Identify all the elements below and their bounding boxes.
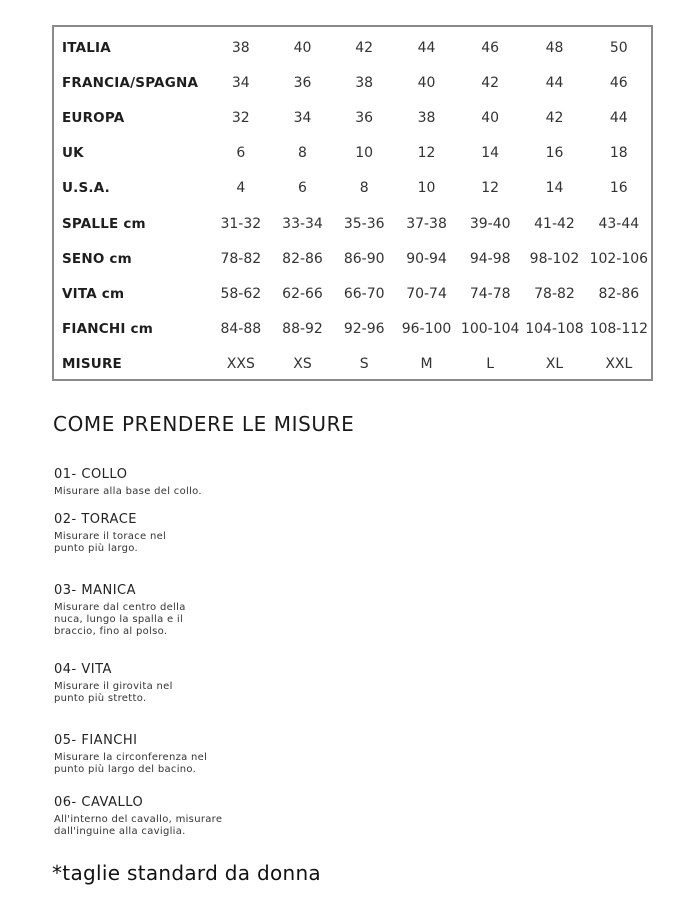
table-row bbox=[62, 65, 651, 100]
table-cell: 58-62 bbox=[220, 285, 262, 302]
step-vita bbox=[54, 662, 234, 705]
table-cell: 92-96 bbox=[343, 321, 385, 338]
step-title: 01- COLLO bbox=[54, 467, 128, 482]
step-desc-line: Misurare la circonferenza nel bbox=[54, 752, 208, 763]
step-title: 05- FIANCHI bbox=[54, 733, 138, 748]
table-cell: 82-86 bbox=[598, 285, 640, 302]
table-cell: 62-66 bbox=[282, 285, 323, 302]
row-label: FRANCIA/SPAGNA bbox=[62, 74, 199, 91]
table-cell: 12 bbox=[481, 180, 500, 197]
step-cavallo bbox=[54, 795, 234, 838]
table-cell: 46 bbox=[481, 39, 500, 56]
table-cell: 12 bbox=[417, 145, 436, 162]
table-cell: XXS bbox=[226, 356, 255, 373]
step-title: 04- VITA bbox=[54, 662, 112, 677]
row-label: EUROPA bbox=[62, 109, 125, 126]
table-cell: 6 bbox=[298, 180, 307, 197]
step-manica bbox=[54, 583, 234, 638]
table-cell: 94-98 bbox=[469, 250, 511, 267]
step-description bbox=[54, 814, 234, 838]
step-desc-line: All'interno del cavallo, misurare bbox=[54, 814, 223, 825]
section-title: COME PRENDERE LE MISURE bbox=[53, 412, 355, 436]
table-cell: 32 bbox=[231, 109, 250, 126]
table-cell: 78-82 bbox=[534, 285, 575, 302]
table-cell: M bbox=[420, 356, 433, 373]
table-cell: 102-106 bbox=[589, 250, 649, 267]
table-row bbox=[62, 206, 651, 241]
table-cell: 8 bbox=[359, 180, 369, 197]
table-cell: 40 bbox=[417, 74, 436, 91]
table-row bbox=[62, 136, 651, 171]
table-row bbox=[62, 347, 651, 382]
table-cell: 88-92 bbox=[282, 321, 323, 338]
table-cell: 82-86 bbox=[282, 250, 323, 267]
row-label: ITALIA bbox=[62, 39, 111, 56]
table-cell: 10 bbox=[355, 145, 374, 162]
table-cell: 36 bbox=[293, 74, 312, 91]
table-cell: 42 bbox=[481, 74, 500, 91]
table-row bbox=[62, 171, 651, 206]
table-cell: 38 bbox=[355, 74, 374, 91]
table-cell: 90-94 bbox=[406, 250, 447, 267]
table-cell: 16 bbox=[545, 145, 564, 162]
table-cell: 16 bbox=[609, 180, 628, 197]
table-cell: 40 bbox=[481, 109, 500, 126]
table-cell: 50 bbox=[609, 39, 628, 56]
table-cell: 96-100 bbox=[401, 321, 452, 338]
row-label: UK bbox=[62, 145, 84, 162]
step-desc-line: Misurare alla base del collo. bbox=[54, 486, 202, 497]
table-cell: 44 bbox=[417, 39, 436, 56]
table-cell: 39-40 bbox=[469, 215, 511, 232]
table-cell: 42 bbox=[355, 39, 374, 56]
step-desc-line: punto più largo del bacino. bbox=[54, 764, 197, 775]
table-cell: 108-112 bbox=[589, 321, 649, 338]
step-desc-line: punto più stretto. bbox=[54, 693, 147, 704]
table-row bbox=[62, 312, 651, 347]
table-cell: 41-42 bbox=[534, 215, 575, 232]
table-cell: 48 bbox=[545, 39, 564, 56]
table-cell: 98-102 bbox=[529, 250, 580, 267]
step-description bbox=[54, 602, 234, 638]
table-cell: 36 bbox=[355, 109, 374, 126]
table-cell: 38 bbox=[417, 109, 436, 126]
table-cell: 70-74 bbox=[406, 285, 447, 302]
step-desc-line: punto più largo. bbox=[54, 543, 138, 554]
table-cell: 78-82 bbox=[220, 250, 262, 267]
table-cell: XL bbox=[545, 356, 564, 373]
table-cell: 43-44 bbox=[598, 215, 640, 232]
table-cell: 44 bbox=[609, 109, 628, 126]
table-cell: 84-88 bbox=[220, 321, 262, 338]
step-desc-line: Misurare il torace nel bbox=[54, 531, 167, 542]
table-cell: 18 bbox=[609, 145, 628, 162]
step-desc-line: nuca, lungo la spalla e il bbox=[54, 614, 184, 625]
size-table-container bbox=[52, 25, 653, 381]
table-cell: 10 bbox=[417, 180, 436, 197]
table-cell: 100-104 bbox=[460, 321, 520, 338]
row-label: FIANCHI cm bbox=[62, 321, 153, 338]
table-cell: 40 bbox=[293, 39, 312, 56]
table-cell: 34 bbox=[293, 109, 312, 126]
table-cell: 86-90 bbox=[343, 250, 385, 267]
step-description bbox=[54, 486, 234, 498]
table-row bbox=[62, 241, 651, 276]
step-fianchi bbox=[54, 733, 234, 776]
step-desc-line: dall'inguine alla caviglia. bbox=[54, 826, 186, 837]
table-cell: 14 bbox=[481, 145, 500, 162]
table-cell: 14 bbox=[545, 180, 564, 197]
step-description bbox=[54, 681, 234, 705]
step-title: 02- TORACE bbox=[54, 512, 137, 527]
table-cell: S bbox=[359, 356, 369, 373]
table-cell: 37-38 bbox=[406, 215, 447, 232]
table-cell: 38 bbox=[231, 39, 250, 56]
table-cell: 31-32 bbox=[220, 215, 262, 232]
step-torace bbox=[54, 512, 234, 555]
step-desc-line: Misurare dal centro della bbox=[54, 602, 186, 613]
size-table bbox=[62, 30, 651, 382]
step-title: 03- MANICA bbox=[54, 583, 137, 598]
table-cell: XS bbox=[293, 356, 312, 373]
row-label: MISURE bbox=[62, 356, 122, 373]
step-collo bbox=[54, 467, 234, 498]
step-title: 06- CAVALLO bbox=[54, 795, 144, 810]
step-desc-line: braccio, fino al polso. bbox=[54, 626, 168, 637]
table-cell: 42 bbox=[545, 109, 564, 126]
row-label: SPALLE cm bbox=[62, 215, 146, 232]
step-description bbox=[54, 531, 234, 555]
row-label: SENO cm bbox=[62, 250, 132, 267]
table-cell: XXL bbox=[605, 356, 633, 373]
table-row bbox=[62, 276, 651, 311]
table-cell: 33-34 bbox=[282, 215, 323, 232]
table-row bbox=[62, 100, 651, 135]
step-desc-line: Misurare il girovita nel bbox=[54, 681, 173, 692]
table-cell: 104-108 bbox=[525, 321, 584, 338]
footnote: *taglie standard da donna bbox=[52, 861, 321, 885]
table-cell: 44 bbox=[545, 74, 564, 91]
table-cell: 35-36 bbox=[343, 215, 385, 232]
table-cell: 4 bbox=[236, 180, 246, 197]
table-cell: 34 bbox=[231, 74, 250, 91]
table-cell: L bbox=[486, 356, 495, 373]
table-cell: 8 bbox=[298, 145, 307, 162]
table-cell: 74-78 bbox=[469, 285, 511, 302]
row-label: U.S.A. bbox=[62, 180, 110, 197]
table-cell: 6 bbox=[236, 145, 246, 162]
step-description bbox=[54, 752, 234, 776]
table-cell: 66-70 bbox=[343, 285, 385, 302]
table-cell: 46 bbox=[609, 74, 628, 91]
row-label: VITA cm bbox=[62, 285, 125, 302]
table-row bbox=[62, 30, 651, 65]
